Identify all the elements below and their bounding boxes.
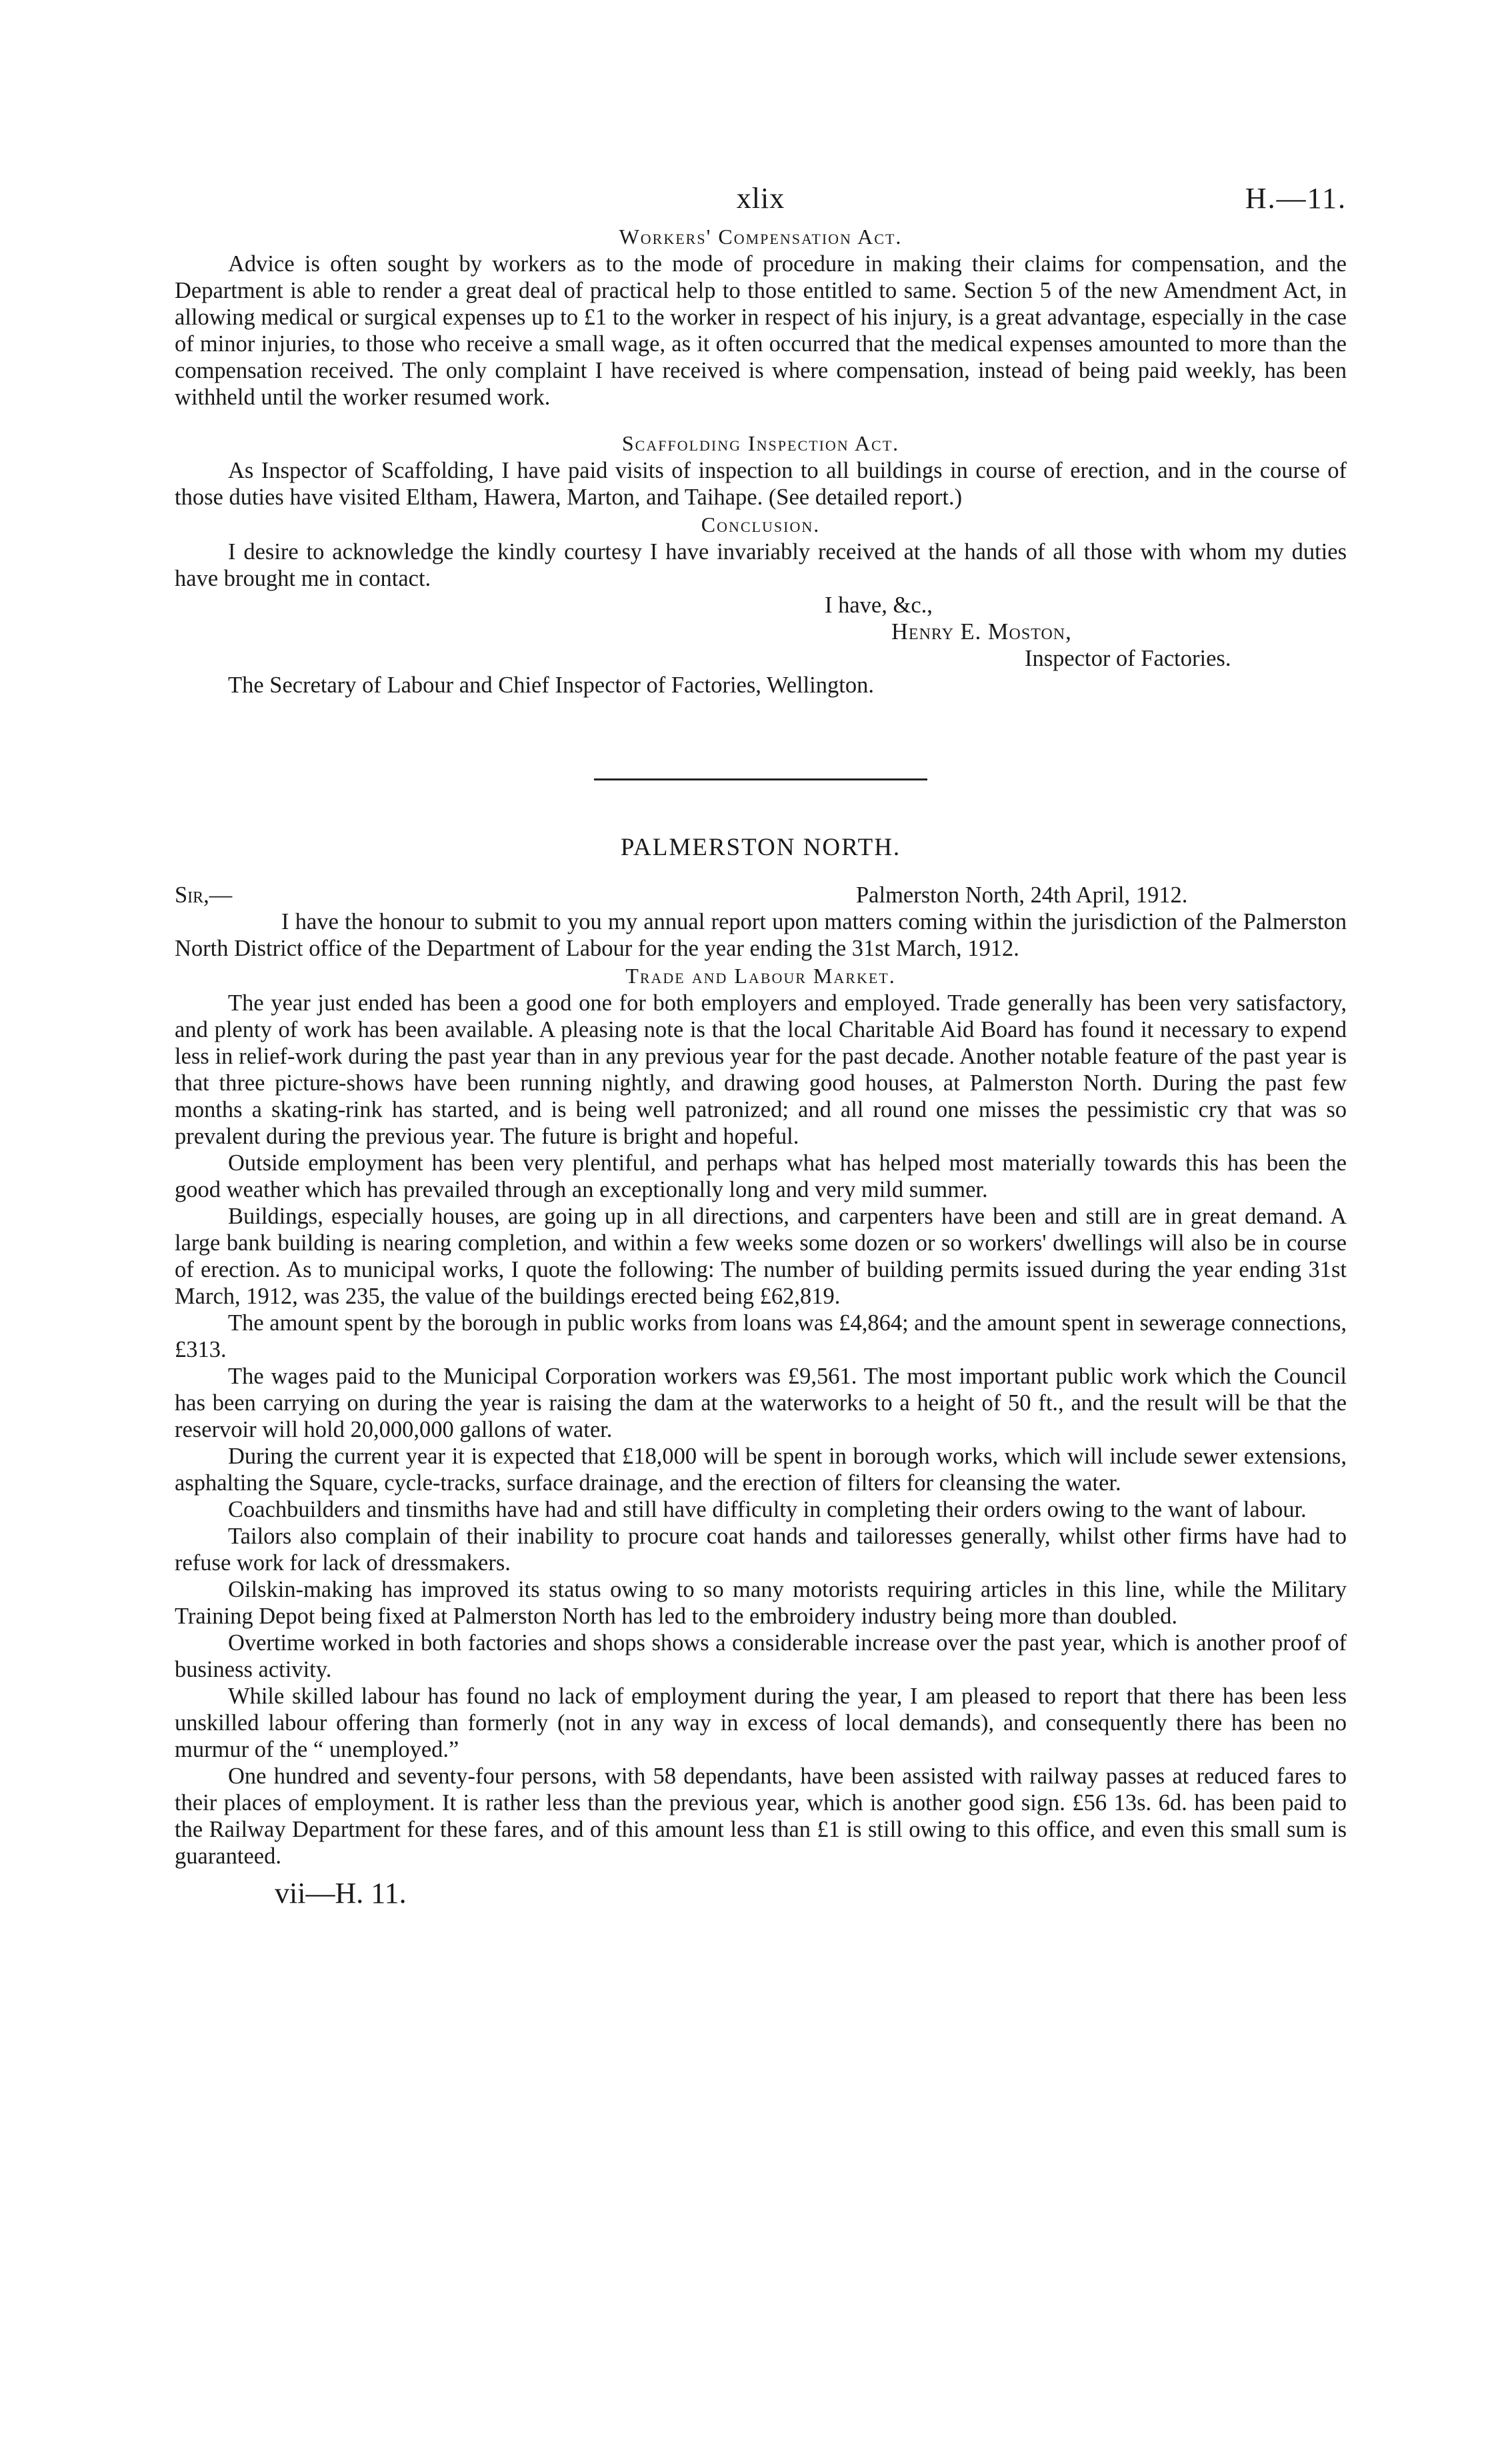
body-paragraph: Overtime worked in both factories and shops shows a considerable increase over the past year, which is another proof of business activity. (175, 1630, 1347, 1682)
office-title: PALMERSTON NORTH. (620, 834, 901, 861)
intro-paragraph: I have the honour to submit to you my annual report upon matters coming within the jurisdiction of the Palmerston North District office of the Department of Labour for the year ending the 31st March, 1912. (175, 909, 1347, 961)
body-paragraph: The year just ended has been a good one for both employers and employed. Trade generally has been very satisfactory, and plenty of work has been available. A pleasing note is that the local Charitable Aid Board has found it necessary to expend less in relief-work during the past year than in any previous year for the past decade. Another notable feature of the past year is that three picture-shows have been running nightly, and drawing good houses, at Palmerston North. During the past few months a skating-rink has started, and is being well patronized; and all round one misses the pessimistic cry that was so prevalent during the previous year. The future is bright and hopeful. (175, 990, 1347, 1149)
workers-compensation-heading: Workers' Compensation Act. (619, 225, 903, 249)
trade-labour-heading: Trade and Labour Market. (625, 964, 896, 988)
body-paragraph: The amount spent by the borough in public works from loans was £4,864; and the amount spent in sewerage connections, £313. (175, 1310, 1347, 1362)
body-paragraph: The wages paid to the Municipal Corporation workers was £9,561. The most important public work which the Council has been carrying on during the year is raising the dam at the waterworks to a height of 50 ft., and the result will be that the reservoir will hold 20,000,000 gallons of water. (175, 1364, 1347, 1442)
signatory-title: Inspector of Factories. (1025, 646, 1231, 671)
conclusion-paragraph: I desire to acknowledge the kindly courtesy I have invariably received at the hands of all those with whom my duties have brought me in contact. (175, 539, 1347, 591)
document-page (175, 181, 1347, 1911)
body-paragraph: Outside employment has been very plentiful, and perhaps what has helped most materially towards this has been the good weather which has prevailed through an exceptionally long and very mild summer. (175, 1150, 1347, 1202)
paper-code: H.—11. (1245, 182, 1347, 215)
dateline: Palmerston North, 24th April, 1912. (856, 882, 1188, 908)
body-paragraph: One hundred and seventy-four persons, with 58 dependants, have been assisted with railway passes at reduced fares to their places of employment. It is rather less than the previous year, which is another good sign. £56 13s. 6d. has been paid to the Railway Department for these fares, and of this amount less than £1 is still owing to this office, and even this small sum is guaranteed. (175, 1764, 1347, 1869)
addressee: The Secretary of Labour and Chief Inspector of Factories, Wellington. (228, 672, 874, 698)
signature-mark: vii—H. 11. (275, 1877, 407, 1909)
conclusion-heading: Conclusion. (701, 513, 821, 537)
closing-line: I have, &c., (825, 593, 933, 618)
body-paragraph: Oilskin-making has improved its status owing to so many motorists requiring articles in this line, while the Military Training Depot being fixed at Palmerston North has led to the embroidery industry being more than doubled. (175, 1577, 1347, 1629)
running-head (175, 181, 1347, 223)
body-paragraph: During the current year it is expected that £18,000 will be spent in borough works, which will include sewer extensions, asphalting the Square, cycle-tracks, surface drainage, and the erection of filters for cleansing the water. (175, 1444, 1347, 1496)
body-paragraph: Tailors also complain of their inability to procure coat hands and tailoresses generally, whilst other firms have had to refuse work for lack of dressmakers. (175, 1524, 1347, 1576)
body-paragraph: Buildings, especially houses, are going up in all directions, and carpenters have been and still are in great demand. A large bank building is nearing completion, and within a few weeks some dozen or so workers' dwellings will also be in course of erection. As to municipal works, I quote the following: The number of building permits issued during the year ending 31st March, 1912, was 235, the value of the buildings erected being £62,819. (175, 1204, 1347, 1309)
body-paragraph: Coachbuilders and tinsmiths have had and still have difficulty in completing their orders owing to the want of labour. (228, 1497, 1307, 1522)
salutation: Sir,— (175, 882, 233, 908)
scaffolding-paragraph: As Inspector of Scaffolding, I have paid visits of inspection to all buildings in course of erection, and in the course of those duties have visited Eltham, Hawera, Marton, and Taihape. (See detailed report.) (175, 458, 1347, 510)
page-number: xlix (736, 182, 785, 215)
workers-compensation-paragraph: Advice is often sought by workers as to the mode of procedure in making their claims for compensation, and the Department is able to render a great deal of practical help to those entitled to same. Section 5 of the new Amendment Act, in allowing medical or surgical expenses up to £1 to the worker in respect of his injury, is a great advantage, especially in the case of minor injuries, to those who receive a small wage, as it often occurred that the medical expenses amounted to more than the compensation received. The only complaint I have received is where compensation, instead of being paid weekly, has been withheld until the worker resumed work. (175, 251, 1347, 410)
signatory-name: Henry E. Moston, (891, 619, 1072, 644)
salutation-row (175, 882, 1347, 908)
body-paragraph: While skilled labour has found no lack of employment during the year, I am pleased to report that there has been less unskilled labour offering than formerly (not in any way in excess of local demands), and consequently there has been no murmur of the “ unemployed.” (175, 1684, 1347, 1762)
scaffolding-heading: Scaffolding Inspection Act. (621, 431, 900, 455)
